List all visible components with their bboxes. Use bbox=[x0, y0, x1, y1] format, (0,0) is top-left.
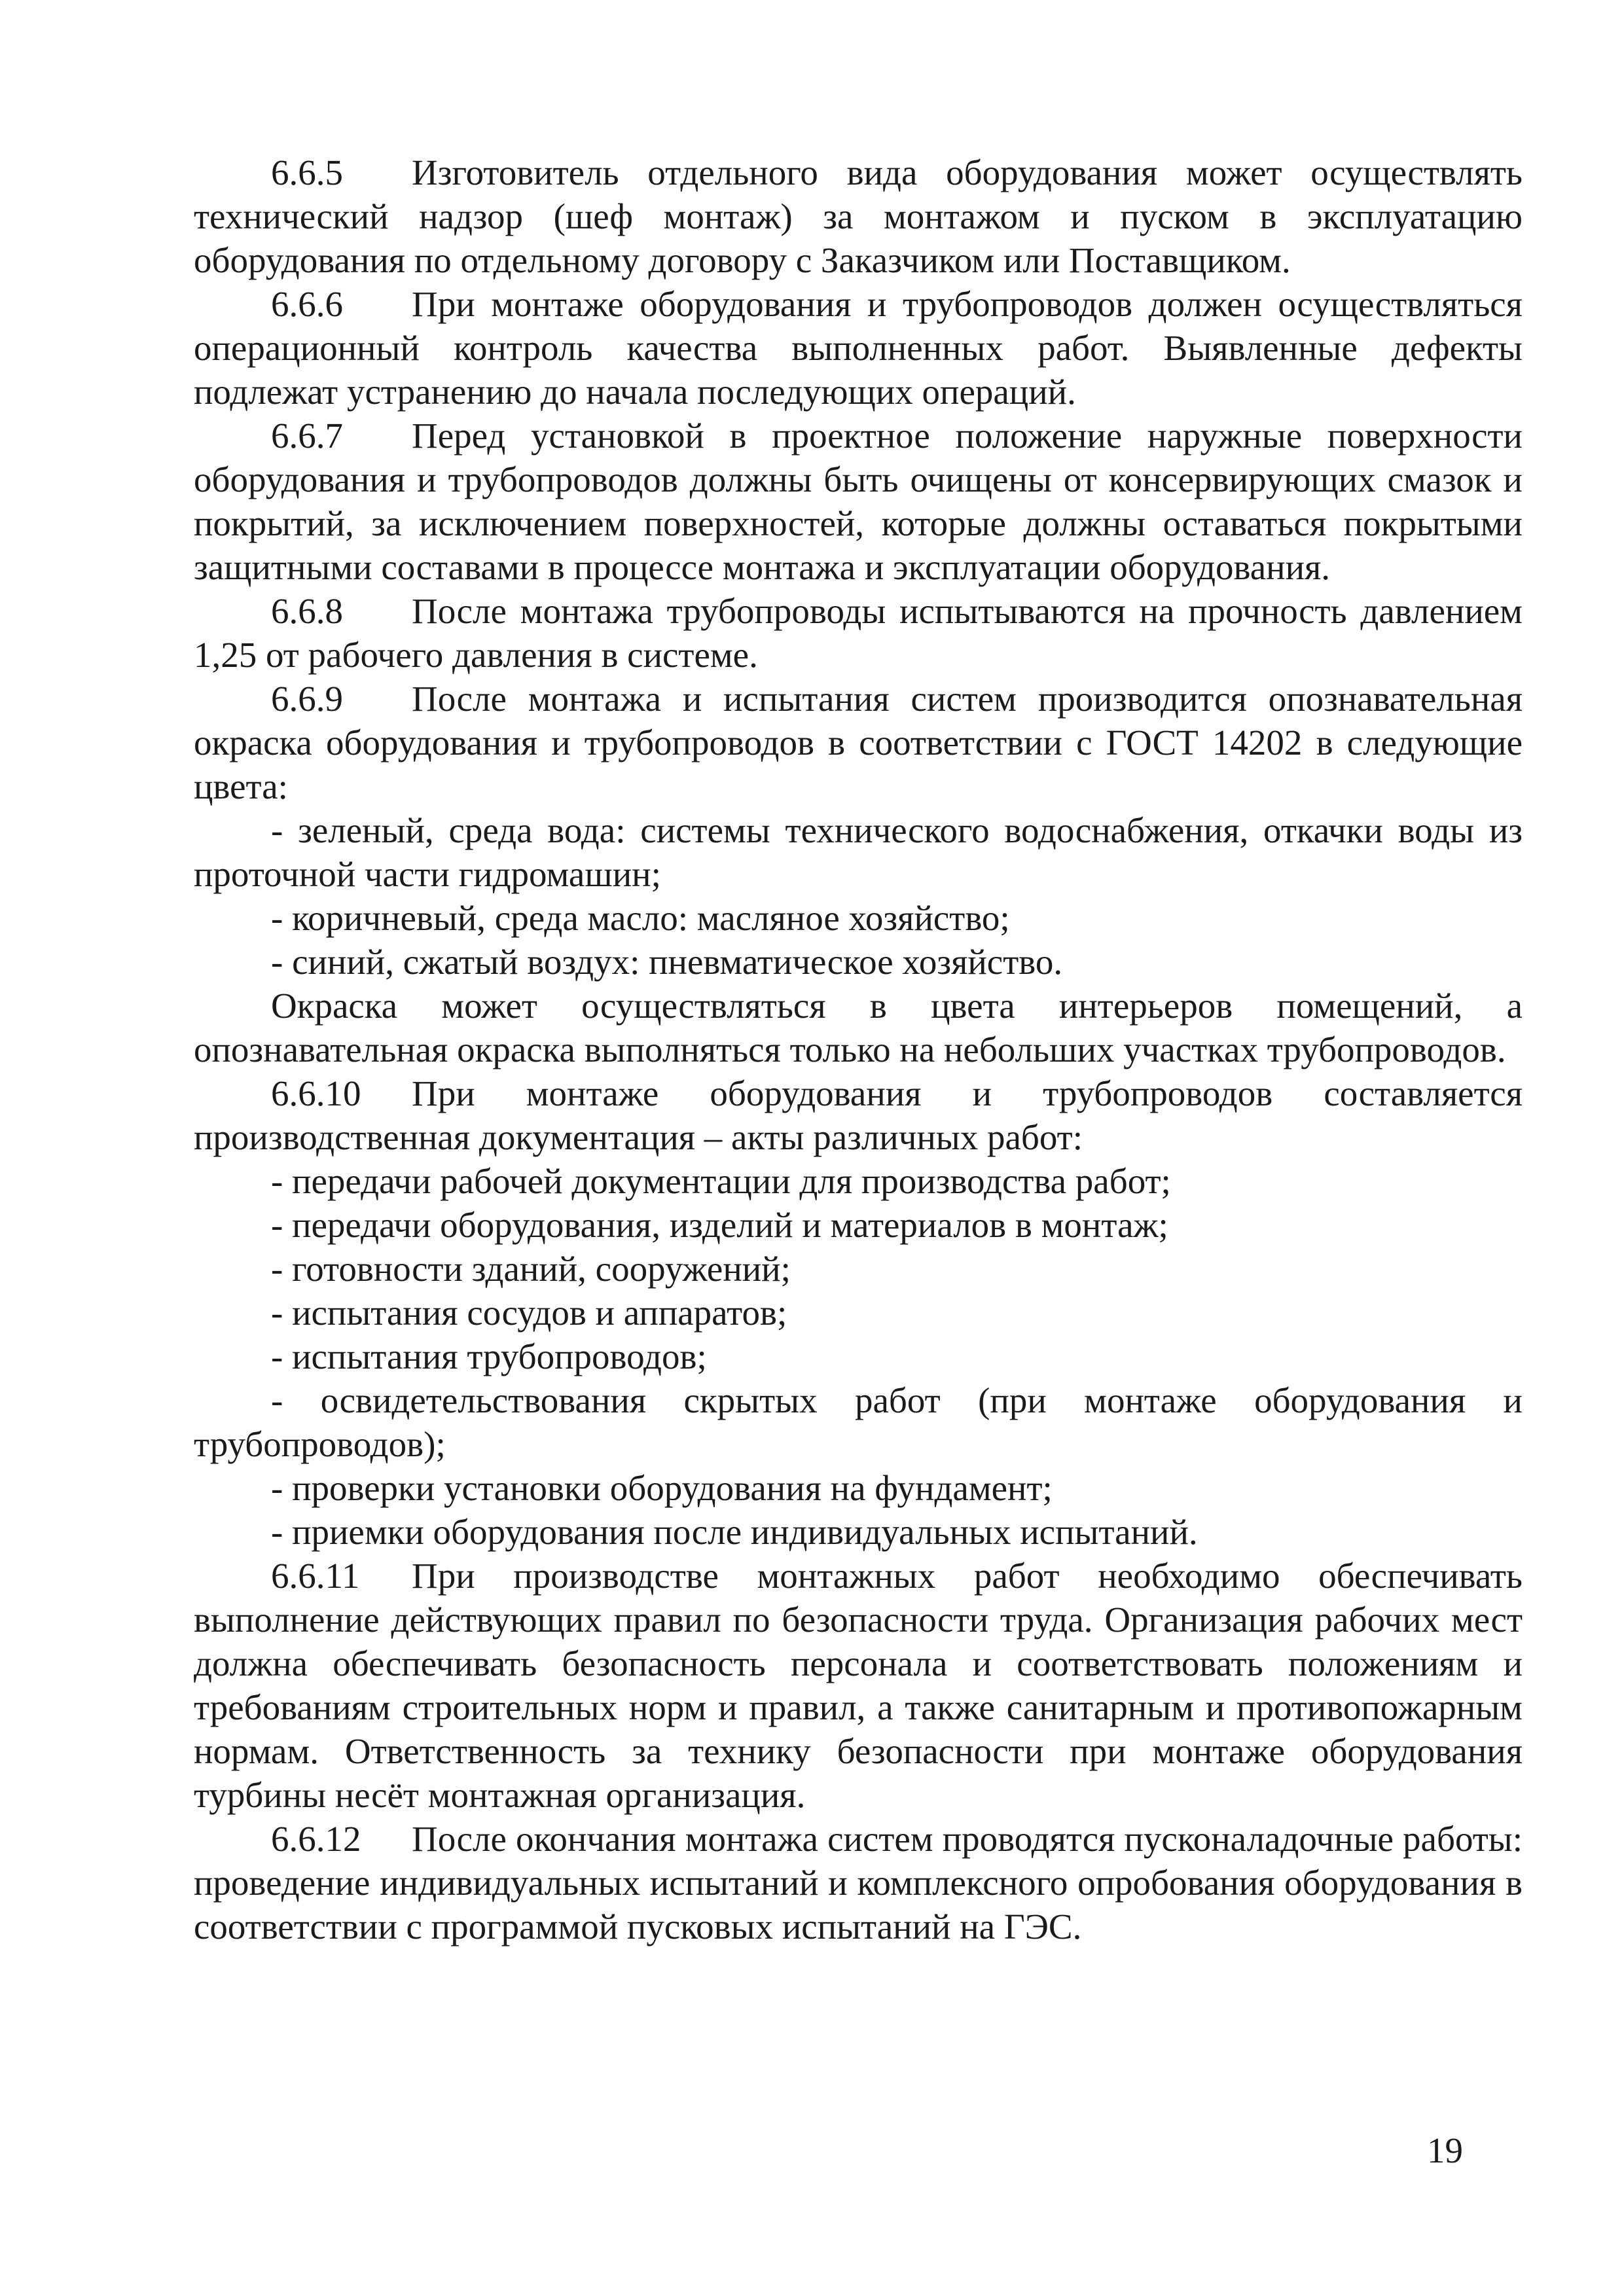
paragraph-coloring-note bbox=[194, 984, 1523, 1071]
paragraph-text: После окончания монтажа систем проводятся пусконаладочные работы: проведение индивидуальных испытаний и комплексного опробования оборудования в соответствии с программой пусковых испытаний на ГЭС. bbox=[194, 1819, 1523, 1946]
clause-number: 6.6.11 bbox=[271, 1556, 360, 1596]
paragraph-text: При монтаже оборудования и трубопроводов составляется производственная документация – акты различных работ: bbox=[194, 1073, 1523, 1157]
list-item-text: - зеленый, среда вода: системы технического водоснабжения, откачки воды из проточной части гидромашин; bbox=[194, 810, 1523, 894]
paragraph-6-6-9 bbox=[194, 677, 1523, 808]
paragraph-6-6-7 bbox=[194, 414, 1523, 589]
paragraph-6-6-11 bbox=[194, 1554, 1523, 1817]
list-item bbox=[194, 896, 1523, 940]
clause-number: 6.6.10 bbox=[271, 1073, 361, 1113]
list-item bbox=[194, 1247, 1523, 1291]
list-item-text: - приемки оборудования после индивидуальных испытаний. bbox=[271, 1512, 1198, 1552]
paragraph-6-6-10 bbox=[194, 1071, 1523, 1159]
list-item-text: - испытания трубопроводов; bbox=[271, 1336, 707, 1376]
list-item bbox=[194, 1291, 1523, 1335]
paragraph-text: При производстве монтажных работ необходимо обеспечивать выполнение действующих правил по безопасности труда. Организация рабочих мест должна обеспечивать безопасность персонала и соответствовать положениям и требованиям строительных норм и правил, а также санитарным и противопожарным нормам. Ответственность за технику безопасности при монтаже оборудования турбины несёт монтажная организация. bbox=[194, 1556, 1523, 1815]
list-item-text: - передачи рабочей документации для производства работ; bbox=[271, 1161, 1171, 1201]
list-item bbox=[194, 1510, 1523, 1554]
document-body bbox=[194, 151, 1523, 1948]
paragraph-6-6-5 bbox=[194, 151, 1523, 282]
clause-number: 6.6.6 bbox=[271, 284, 343, 324]
clause-number: 6.6.12 bbox=[271, 1819, 361, 1859]
list-item-text: - коричневый, среда масло: масляное хозяйство; bbox=[271, 898, 1010, 938]
list-item bbox=[194, 940, 1523, 984]
paragraph-text: После монтажа трубопроводы испытываются на прочность давлением 1,25 от рабочего давления в системе. bbox=[194, 591, 1523, 675]
paragraph-text: Окраска может осуществляться в цвета интерьеров помещений, а опознавательная окраска выполняться только на небольших участках трубопроводов. bbox=[194, 986, 1523, 1069]
clause-number: 6.6.7 bbox=[271, 416, 343, 456]
list-item-text: - освидетельствования скрытых работ (при монтаже оборудования и трубопроводов); bbox=[194, 1380, 1523, 1464]
paragraph-text: При монтаже оборудования и трубопроводов должен осуществляться операционный контроль качества выполненных работ. Выявленные дефекты подлежат устранению до начала последующих операций. bbox=[194, 284, 1523, 412]
paragraph-text: Изготовитель отдельного вида оборудования может осуществлять технический надзор (шеф монтаж) за монтажом и пуском в эксплуатацию оборудования по отдельному договору с Заказчиком или Поставщиком. bbox=[194, 152, 1523, 280]
page-number: 19 bbox=[1427, 2130, 1463, 2170]
paragraph-6-6-8 bbox=[194, 589, 1523, 677]
list-item bbox=[194, 1378, 1523, 1466]
paragraph-text: Перед установкой в проектное положение наружные поверхности оборудования и трубопроводов должны быть очищены от консервирующих смазок и покрытий, за исключением поверхностей, которые должны оставаться покрытыми защитными составами в процессе монтажа и эксплуатации оборудования. bbox=[194, 416, 1523, 587]
clause-number: 6.6.8 bbox=[271, 591, 343, 631]
list-item-text: - передачи оборудования, изделий и материалов в монтаж; bbox=[271, 1205, 1168, 1245]
list-item-text: - готовности зданий, сооружений; bbox=[271, 1249, 791, 1289]
list-item bbox=[194, 808, 1523, 896]
list-item bbox=[194, 1159, 1523, 1203]
list-item-text: - проверки установки оборудования на фундамент; bbox=[271, 1468, 1053, 1508]
paragraph-6-6-12 bbox=[194, 1817, 1523, 1948]
list-item bbox=[194, 1335, 1523, 1378]
list-item-text: - испытания сосудов и аппаратов; bbox=[271, 1293, 787, 1333]
list-item bbox=[194, 1203, 1523, 1247]
list-item-text: - синий, сжатый воздух: пневматическое хозяйство. bbox=[271, 942, 1063, 982]
clause-number: 6.6.9 bbox=[271, 679, 343, 719]
paragraph-6-6-6 bbox=[194, 282, 1523, 414]
paragraph-text: После монтажа и испытания систем производится опознавательная окраска оборудования и трубопроводов в соответствии с ГОСТ 14202 в следующие цвета: bbox=[194, 679, 1523, 806]
clause-number: 6.6.5 bbox=[271, 152, 343, 192]
list-item bbox=[194, 1466, 1523, 1510]
